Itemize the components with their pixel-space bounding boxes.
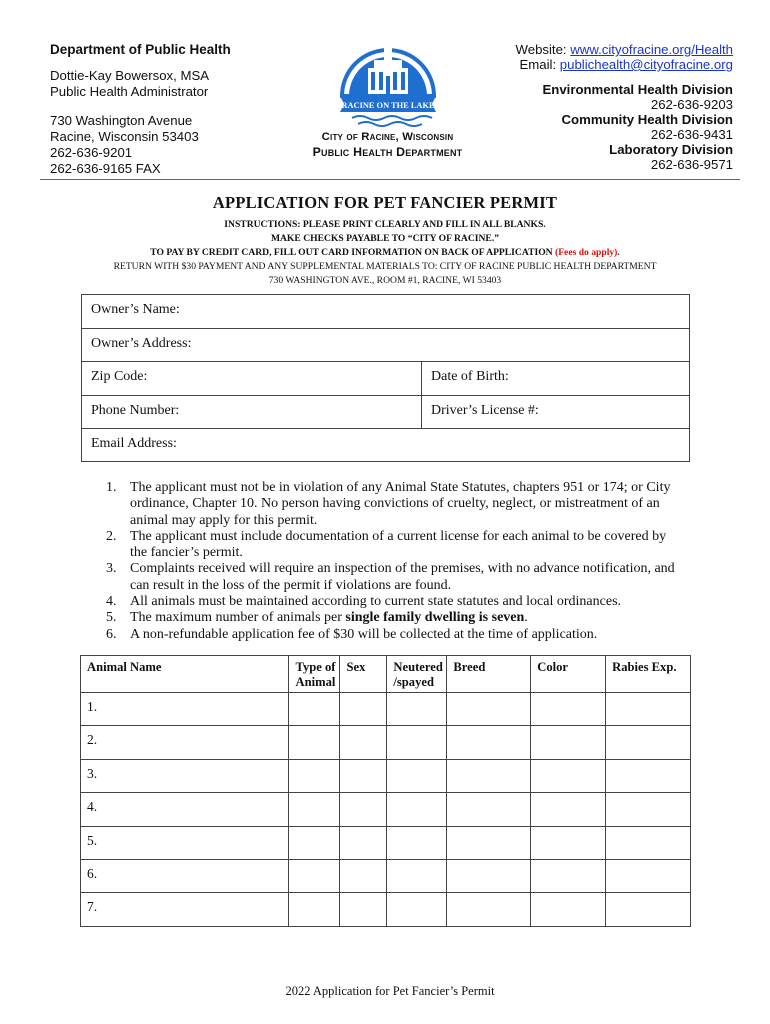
table-row (81, 759, 691, 792)
animal-row-number[interactable]: 6. (81, 859, 289, 892)
rule-number: 5. (106, 610, 117, 626)
animal-entry-cell[interactable] (531, 826, 606, 859)
col-neutered-line-1: Neutered (393, 660, 443, 674)
header-left-contact (50, 42, 231, 177)
zip-dob-row (82, 362, 689, 396)
animal-row-number[interactable]: 3. (81, 759, 289, 792)
rule-text: All animals must be maintained according to current state statutes and local ordinances. (130, 594, 622, 610)
rule-text: A non-refundable application fee of $30 will be collected at the time of application. (130, 626, 598, 642)
animal-entry-cell[interactable] (387, 793, 447, 826)
animal-entry-cell[interactable] (289, 693, 340, 726)
animal-entry-cell[interactable] (387, 759, 447, 792)
instruction-line-3-period: . (617, 247, 620, 258)
address-line-1: 730 Washington Avenue (50, 113, 193, 128)
animal-entry-cell[interactable] (289, 759, 340, 792)
col-type-line-2: Animal (295, 675, 336, 689)
zip-code-field[interactable] (82, 362, 421, 395)
animal-row-number[interactable]: 2. (81, 726, 289, 759)
instruction-line-2: MAKE CHECKS PAYABLE TO “CITY OF RACINE.” (270, 233, 500, 244)
fax-number: 262-636-9165 FAX (50, 161, 161, 176)
rule-text-end: . (524, 610, 528, 626)
animal-row-number[interactable]: 4. (81, 793, 289, 826)
animal-entry-cell[interactable] (289, 826, 340, 859)
rule-text: The maximum number of animals per (130, 610, 346, 626)
administrator-title: Public Health Administrator (50, 84, 209, 99)
animal-entry-cell[interactable] (447, 793, 531, 826)
col-neutered-spayed (387, 656, 447, 693)
animal-entry-cell[interactable] (447, 859, 531, 892)
phone-license-row (82, 396, 689, 429)
page-title: APPLICATION FOR PET FANCIER PERMIT (212, 193, 558, 212)
logo-department-name: Public Health Department (312, 145, 463, 159)
animal-entry-cell[interactable] (606, 726, 691, 759)
animal-entry-cell[interactable] (387, 693, 447, 726)
col-type-line-1: Type of (295, 660, 336, 674)
email-link[interactable]: publichealth@cityofracine.org (559, 57, 733, 72)
logo-city-name: City of Racine, Wisconsin (321, 131, 454, 143)
table-row (81, 826, 691, 859)
animal-entry-cell[interactable] (606, 859, 691, 892)
owner-name-row[interactable] (82, 295, 689, 329)
administrator-name: Dottie-Kay Bowersox, MSA (50, 68, 210, 83)
owner-name-label: Owner’s Name: (91, 302, 180, 317)
rule-item (106, 561, 686, 594)
owner-address-label: Owner’s Address: (91, 336, 192, 351)
animal-entry-cell[interactable] (340, 693, 387, 726)
animal-entry-cell[interactable] (289, 893, 340, 926)
department-name: Department of Public Health (50, 42, 231, 57)
animal-entry-cell[interactable] (606, 693, 691, 726)
animal-table (80, 655, 691, 927)
animal-entry-cell[interactable] (340, 759, 387, 792)
animal-entry-cell[interactable] (340, 726, 387, 759)
drivers-license-label: Driver’s License #: (431, 403, 539, 418)
website-link[interactable]: www.cityofracine.org/Health (570, 42, 733, 57)
logo-banner-text: RACINE ON THE LAKE (340, 101, 435, 110)
division-phone: 262-636-9203 (650, 97, 733, 112)
col-animal-name: Animal Name (81, 656, 289, 693)
division-name: Environmental Health Division (542, 82, 733, 97)
rule-text: The applicant must include documentation of a current license for each animal to be covered by the fancier’s permit. (130, 528, 667, 561)
animal-entry-cell[interactable] (387, 893, 447, 926)
animal-entry-cell[interactable] (606, 893, 691, 926)
animal-row-number[interactable]: 7. (81, 893, 289, 926)
col-sex: Sex (340, 656, 387, 693)
zip-code-label: Zip Code: (91, 369, 148, 384)
date-of-birth-label: Date of Birth: (431, 369, 509, 384)
rule-item (106, 594, 686, 610)
instruction-line-1: INSTRUCTIONS: PLEASE PRINT CLEARLY AND FILL IN ALL BLANKS. (224, 219, 546, 230)
rule-item (106, 529, 686, 562)
phone-number: 262-636-9201 (50, 145, 133, 160)
division-name: Laboratory Division (609, 142, 733, 157)
rule-number: 3. (106, 561, 117, 577)
animal-row-number[interactable]: 1. (81, 693, 289, 726)
animal-entry-cell[interactable] (387, 859, 447, 892)
animal-entry-cell[interactable] (340, 793, 387, 826)
rule-number: 6. (106, 626, 117, 642)
animal-entry-cell[interactable] (606, 793, 691, 826)
animal-entry-cell[interactable] (531, 726, 606, 759)
animal-entry-cell[interactable] (289, 859, 340, 892)
animal-entry-cell[interactable] (289, 726, 340, 759)
animal-entry-cell[interactable] (340, 859, 387, 892)
animal-entry-cell[interactable] (289, 793, 340, 826)
instruction-line-5: 730 WASHINGTON AVE., ROOM #1, RACINE, WI 53403 (268, 275, 502, 286)
phone-number-field[interactable] (82, 396, 421, 428)
title-block (0, 193, 770, 288)
rule-text: The applicant must not be in violation of any Animal State Statutes, chapters 951 or 174; or City ordinance, Chapter 10. No person having convictions of cruelty, neglect, or mistreatment of an animal may apply for this permit. (130, 480, 671, 528)
table-header-row (81, 656, 691, 693)
animal-entry-cell[interactable] (447, 693, 531, 726)
animal-entry-cell[interactable] (340, 893, 387, 926)
animal-entry-cell[interactable] (606, 826, 691, 859)
table-row (81, 859, 691, 892)
animal-entry-cell[interactable] (387, 826, 447, 859)
animal-entry-cell[interactable] (606, 759, 691, 792)
racine-lighthouse-logo-icon (338, 38, 438, 128)
animal-entry-cell[interactable] (447, 726, 531, 759)
email-label: Email: (519, 57, 557, 72)
date-of-birth-field[interactable] (421, 362, 691, 395)
animal-entry-cell[interactable] (531, 859, 606, 892)
animal-entry-cell[interactable] (447, 826, 531, 859)
instruction-line-3 (0, 246, 770, 260)
rule-number: 2. (106, 528, 117, 544)
animal-entry-cell[interactable] (447, 893, 531, 926)
table-row (81, 793, 691, 826)
col-color: Color (531, 656, 606, 693)
phone-number-label: Phone Number: (91, 403, 180, 418)
animal-entry-cell[interactable] (531, 693, 606, 726)
website-label: Website: (515, 42, 567, 57)
table-row (81, 893, 691, 926)
email-line (433, 57, 733, 72)
animal-entry-cell[interactable] (387, 726, 447, 759)
owner-info-form (81, 294, 690, 462)
drivers-license-field[interactable] (421, 396, 691, 428)
animal-entry-cell[interactable] (531, 893, 606, 926)
rule-item (106, 610, 686, 626)
rule-item (106, 627, 686, 643)
col-neutered-line-2: /spayed (393, 675, 434, 689)
animal-entry-cell[interactable] (531, 759, 606, 792)
email-address-row[interactable] (82, 429, 689, 462)
rule-text: Complaints received will require an inspection of the premises, with no advance notification, and can result in the loss of the permit if violations are found. (130, 561, 675, 593)
division-phone: 262-636-9571 (650, 157, 733, 172)
col-rabies-exp: Rabies Exp. (606, 656, 691, 693)
fees-apply-note: (Fees do apply) (555, 247, 618, 258)
instruction-line-4: RETURN WITH $30 PAYMENT AND ANY SUPPLEMENTAL MATERIALS TO: CITY OF RACINE PUBLIC HEALTH DEPARTMENT (113, 261, 657, 272)
rule-item (106, 480, 686, 529)
page-footer: 2022 Application for Pet Fancier’s Permit (285, 984, 495, 998)
animal-row-number[interactable]: 5. (81, 826, 289, 859)
division-phone: 262-636-9431 (650, 127, 733, 142)
website-line (433, 42, 733, 57)
col-type-of-animal (289, 656, 340, 693)
animal-entry-cell[interactable] (447, 759, 531, 792)
permit-rules-list (106, 480, 686, 643)
address-line-2: Racine, Wisconsin 53403 (50, 129, 199, 144)
table-row (81, 693, 691, 726)
rule-text-bold: single family dwelling is seven (345, 610, 525, 626)
table-row (81, 726, 691, 759)
instruction-credit-card: TO PAY BY CREDIT CARD, FILL OUT CARD INFORMATION ON BACK OF APPLICATION (150, 247, 553, 258)
header-right-contact (433, 42, 733, 172)
division-name: Community Health Division (561, 112, 733, 127)
animal-entry-cell[interactable] (531, 793, 606, 826)
rule-number: 4. (106, 594, 117, 610)
animal-entry-cell[interactable] (340, 826, 387, 859)
header-divider (40, 179, 740, 180)
email-address-label: Email Address: (91, 436, 177, 451)
owner-address-row[interactable] (82, 329, 689, 362)
col-breed: Breed (447, 656, 531, 693)
rule-number: 1. (106, 480, 117, 495)
